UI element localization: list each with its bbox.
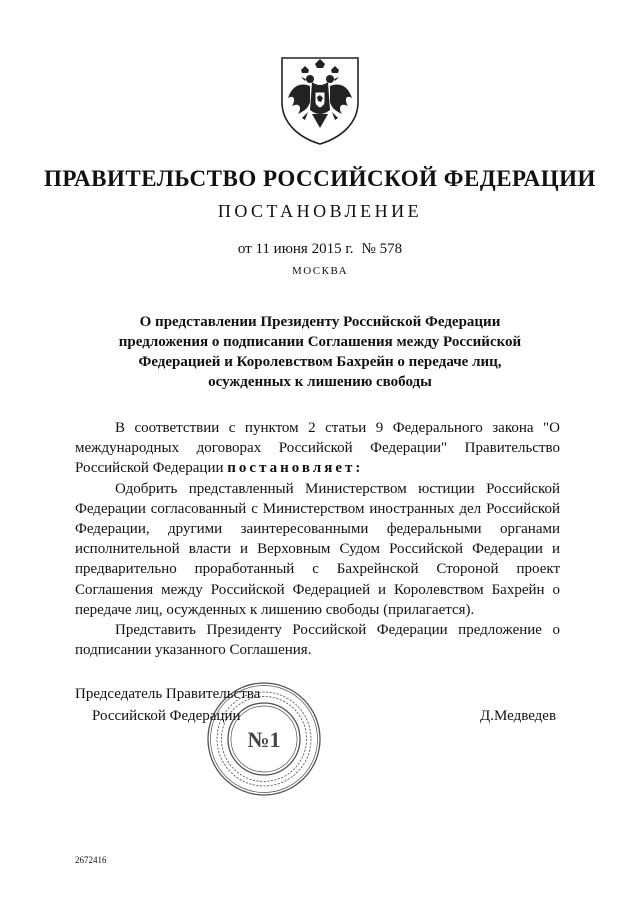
paragraph-present: Представить Президенту Российской Федерации предложение о подписании указанного Соглашения. <box>75 622 560 659</box>
preamble-text: В соответствии с пунктом 2 статьи 9 Федерального закона "О международных договорах Российской Федерации" Правительство Российской Федерации <box>75 420 560 477</box>
document-body <box>75 418 560 660</box>
decree-word: постановляет: <box>227 460 364 477</box>
signatory-position-line1: Председатель Правительства <box>75 686 261 702</box>
title-line: осужденных к лишению свободы <box>208 374 432 390</box>
document-title <box>100 312 540 392</box>
date-number-line <box>0 241 640 258</box>
city: МОСКВА <box>291 265 349 277</box>
paragraph-approve: Одобрить представленный Министерством юстиции Российской Федерации согласованный с Министерством иностранных дел Российской Федерации, другими заинтересованными федеральными органами исполнительной власти и Верховным Судом Российской Федерации и предварительно проработанный с Бахрейнской Стороной проект Соглашения между Российской Федерацией и Королевством Бахрейн о передаче лиц, осужденных к лишению свободы (прилагается). <box>75 480 560 618</box>
document-code: 2672416 <box>75 855 107 865</box>
number-sign: № <box>361 241 376 257</box>
paragraph-preamble <box>75 418 560 479</box>
seal-number: №1 <box>247 727 281 752</box>
signatory-name: Д.Медведев <box>480 708 557 724</box>
document-date: от 11 июня 2015 г. <box>237 241 354 257</box>
official-seal <box>205 680 323 798</box>
title-line: Федерацией и Королевством Бахрейн о передаче лиц, <box>138 354 502 370</box>
document-type: ПОСТАНОВЛЕНИЕ <box>217 201 423 221</box>
document-number: 578 <box>379 241 403 257</box>
title-line: предложения о подписании Соглашения между Российской <box>118 334 522 350</box>
title-line: О представлении Президенту Российской Федерации <box>139 314 501 330</box>
coat-of-arms-emblem <box>272 52 368 148</box>
signatory-position-line2: Российской Федерации <box>92 708 241 724</box>
government-heading: ПРАВИТЕЛЬСТВО РОССИЙСКОЙ ФЕДЕРАЦИИ <box>44 166 596 191</box>
